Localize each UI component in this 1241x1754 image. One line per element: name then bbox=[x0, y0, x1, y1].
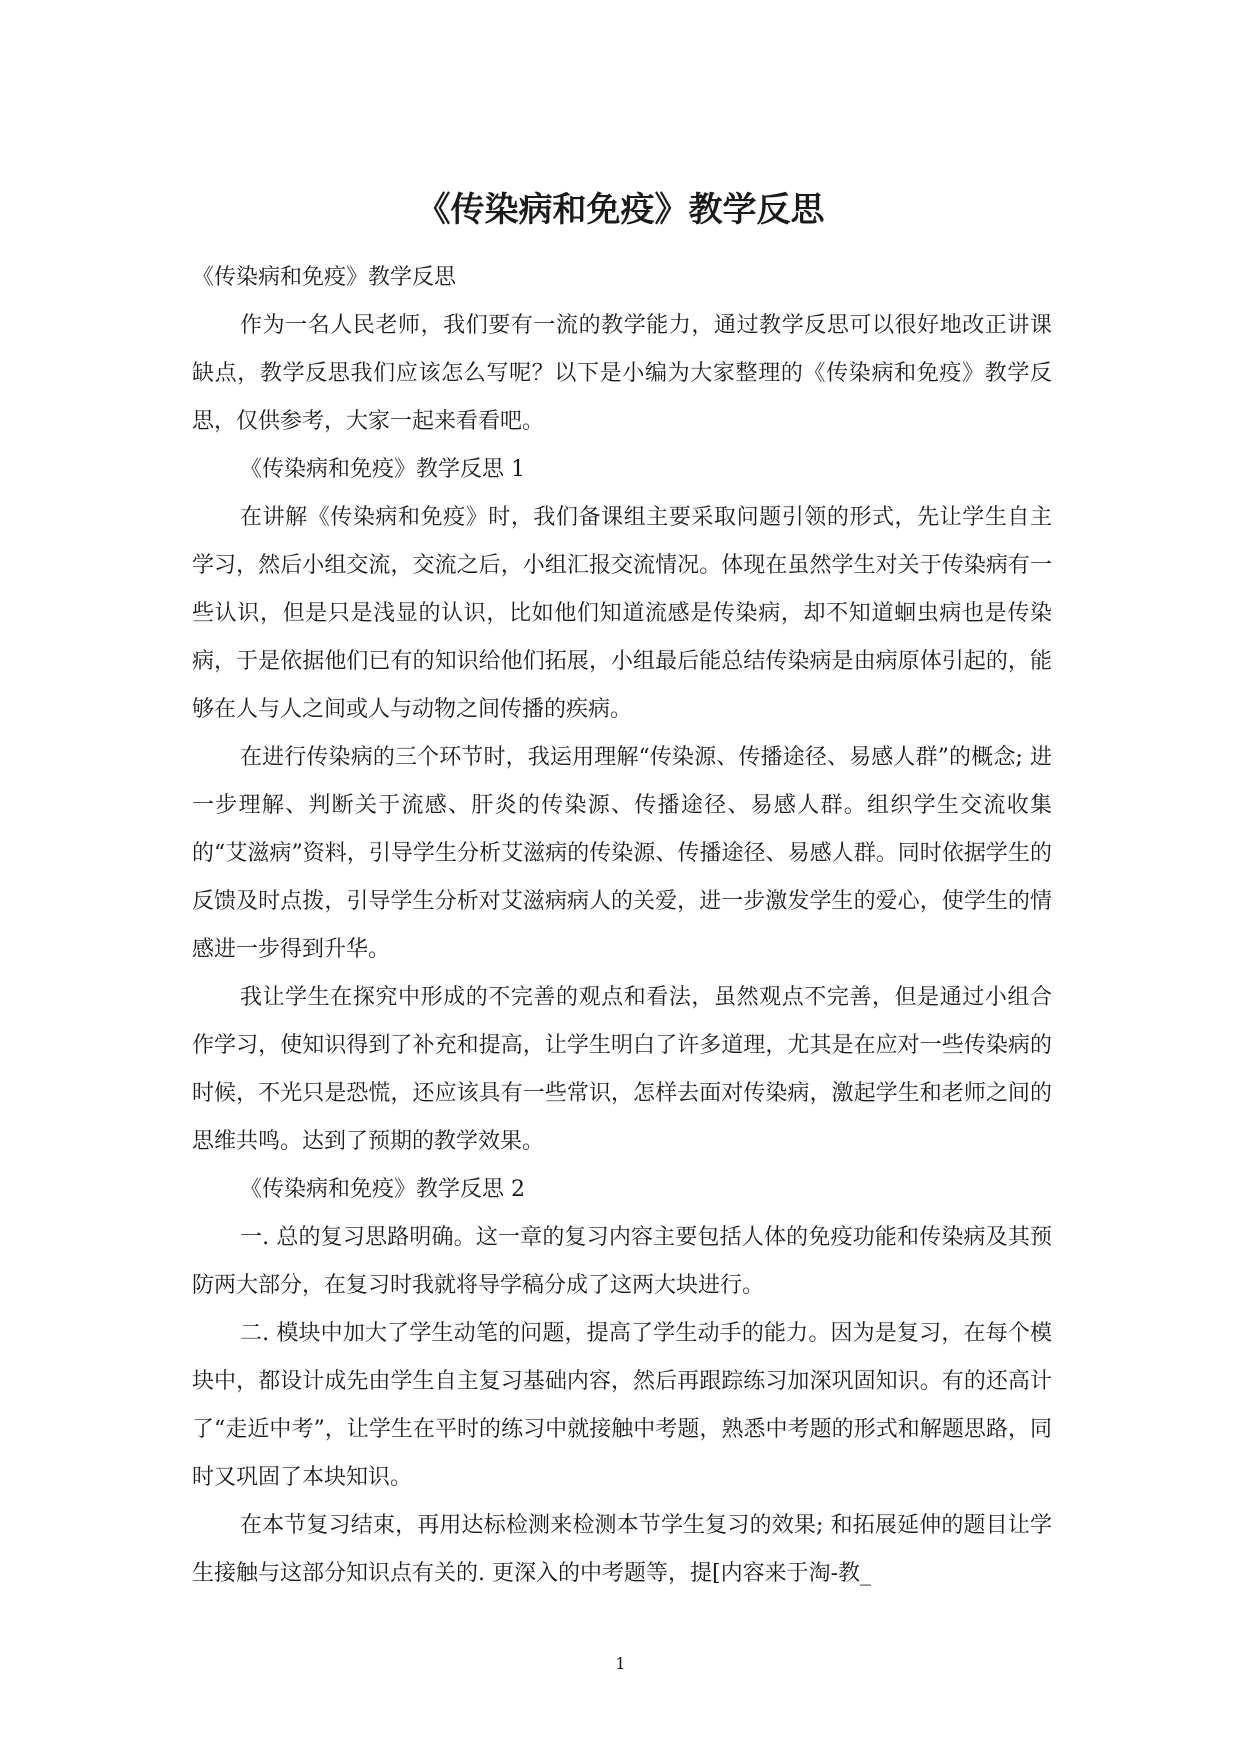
document-title: 《传染病和免疫》教学反思 bbox=[416, 190, 825, 230]
section-1-paragraph-2: 在进行传染病的三个环节时，我运用理解“传染源、传播途径、易感人群”的概念; 进一步理解、判断关于流感、肝炎的传染源、传播途径、易感人群。组织学生交流收集的“艾滋病”资料，引导学生分析艾滋病的传染源、传播途径、易感人群。同时依据学生的反馈及时点拨，引导学生分析对艾滋病病人的关爱，进一步激发学生的爱心，使学生的情感进一步得到升华。 bbox=[192, 745, 1052, 962]
intro-paragraph: 作为一名人民老师，我们要有一流的教学能力，通过教学反思可以很好地改正讲课缺点，教学反思我们应该怎么写呢？以下是小编为大家整理的《传染病和免疫》教学反思，仅供参考，大家一起来看看吧。 bbox=[192, 313, 1052, 434]
section-heading-2: 《传染病和免疫》教学反思 2 bbox=[240, 1177, 525, 1202]
document-body bbox=[192, 254, 1052, 1598]
subtitle-line: 《传染病和免疫》教学反思 bbox=[192, 265, 457, 290]
section-2-paragraph-3: 在本节复习结束，再用达标检测来检测本节学生复习的效果; 和拓展延伸的题目让学生接触与这部分知识点有关的. 更深入的中考题等，提[内容来于淘-教_ bbox=[192, 1513, 1052, 1586]
section-2-paragraph-1: 一. 总的复习思路明确。这一章的复习内容主要包括人体的免疫功能和传染病及其预防两大部分，在复习时我就将导学稿分成了这两大块进行。 bbox=[192, 1225, 1052, 1298]
section-1-paragraph-1: 在讲解《传染病和免疫》时，我们备课组主要采取问题引领的形式，先让学生自主学习，然后小组交流，交流之后，小组汇报交流情况。体现在虽然学生对关于传染病有一些认识，但是只是浅显的认识，比如他们知道流感是传染病，却不知道蛔虫病也是传染病，于是依据他们已有的知识给他们拓展，小组最后能总结传染病是由病原体引起的，能够在人与人之间或人与动物之间传播的疾病。 bbox=[192, 505, 1052, 722]
section-1-paragraph-3: 我让学生在探究中形成的不完善的观点和看法，虽然观点不完善，但是通过小组合作学习，使知识得到了补充和提高，让学生明白了许多道理，尤其是在应对一些传染病的时候，不光只是恐慌，还应该具有一些常识，怎样去面对传染病，激起学生和老师之间的思维共鸣。达到了预期的教学效果。 bbox=[192, 985, 1052, 1154]
section-heading-1: 《传染病和免疫》教学反思 1 bbox=[240, 457, 525, 482]
page-number: 1 bbox=[615, 1654, 626, 1673]
section-2-paragraph-2: 二. 模块中加大了学生动笔的问题，提高了学生动手的能力。因为是复习，在每个模块中，都设计成先由学生自主复习基础内容，然后再跟踪练习加深巩固知识。有的还高计了“走近中考”，让学生在平时的练习中就接触中考题，熟悉中考题的形式和解题思路，同时又巩固了本块知识。 bbox=[192, 1321, 1052, 1490]
